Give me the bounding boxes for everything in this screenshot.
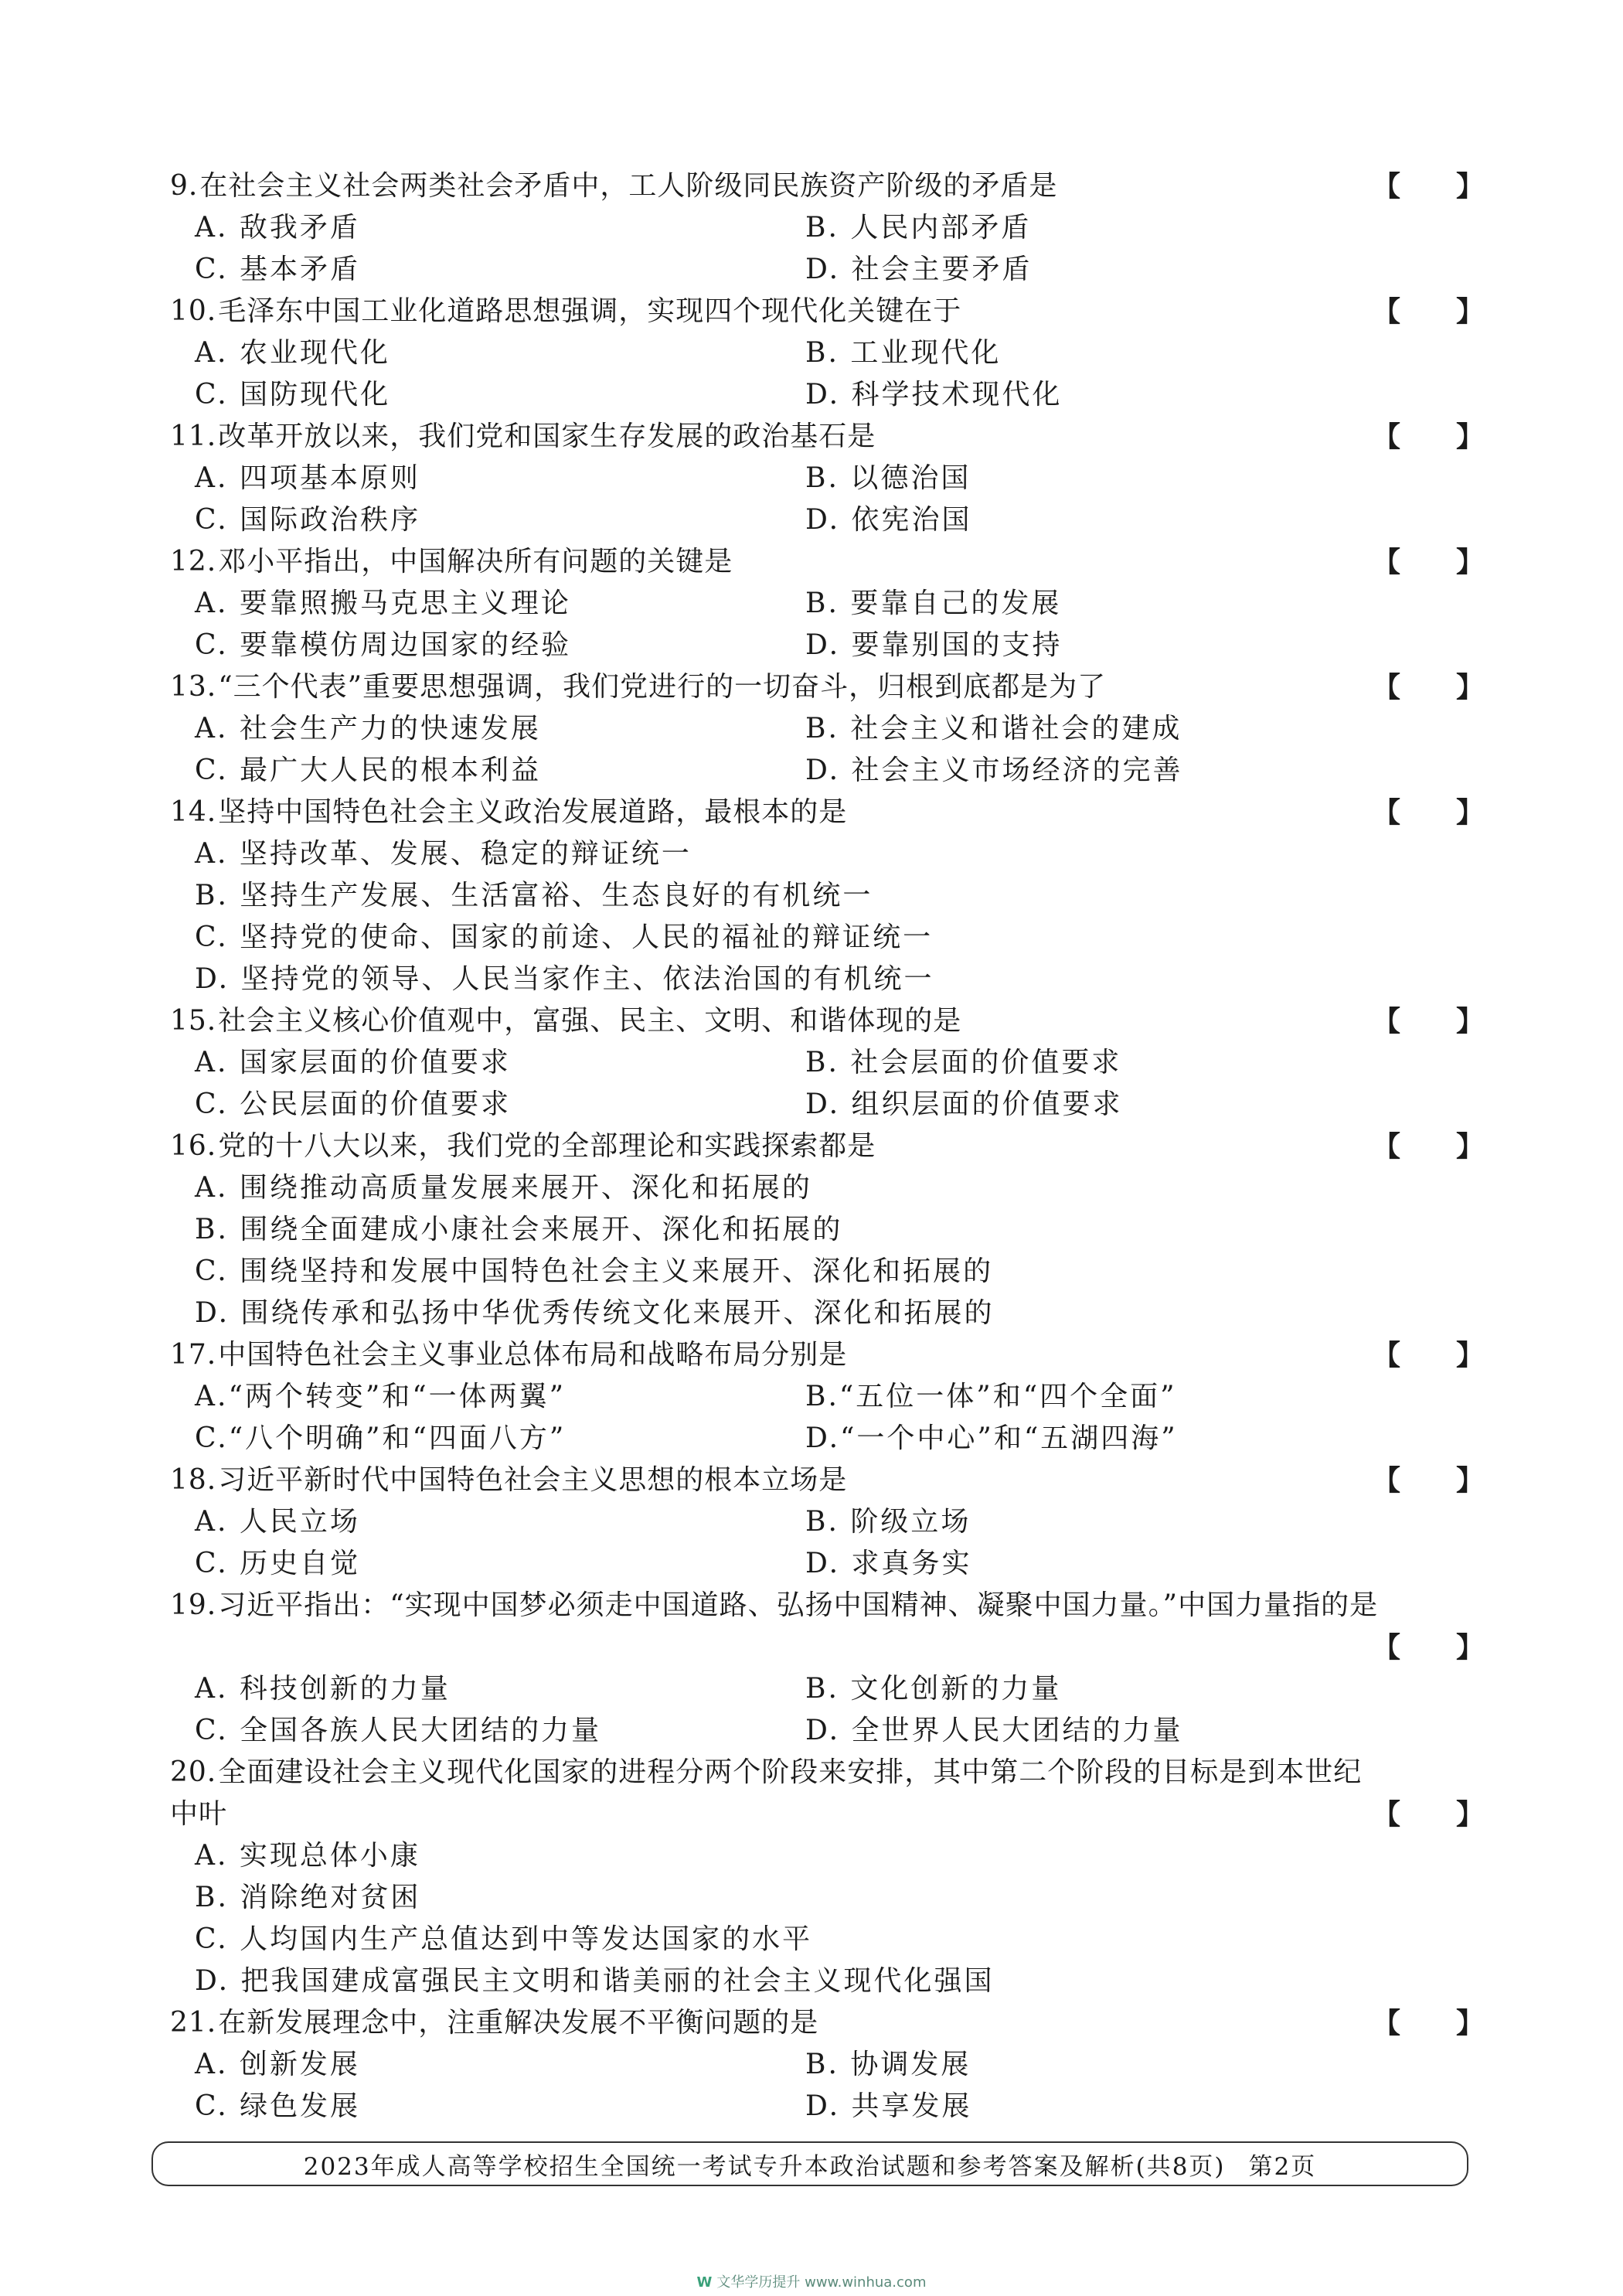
question-text: 在社会主义社会两类社会矛盾中，工人阶级同民族资产阶级的矛盾是 [199,170,1058,202]
option-c: C. 围绕坚持和发展中国特色社会主义来展开、深化和拓展的 [195,1255,994,1287]
question-text: 习近平新时代中国特色社会主义思想的根本立场是 [218,1464,848,1496]
question-stem [170,291,1484,332]
option-d: D. 把我国建成富强民主文明和谐美丽的社会主义现代化强国 [195,1965,995,1997]
option-d: D. 坚持党的领导、人民当家作主、依法治国的有机统一 [195,963,934,995]
option-b: B. 围绕全面建成小康社会来展开、深化和拓展的 [195,1214,843,1245]
question-stem [170,416,1484,458]
question-stem [170,1752,1484,1835]
options [170,2044,1484,2127]
option-d: D. 社会主要矛盾 [805,254,1033,285]
question-number: 12. [170,546,217,577]
question-stem [170,666,1484,708]
question-text: 改革开放以来，我们党和国家生存发展的政治基石是 [218,421,876,452]
answer-bracket: 【 】 [1372,1631,1484,1664]
question-text: 中国特色社会主义事业总体布局和战略布局分别是 [218,1339,848,1371]
option-d: D. 要靠别国的支持 [805,629,1063,661]
question-20 [170,1752,1484,2002]
answer-bracket: 【 】 [1372,295,1484,328]
option-b: B. 阶级立场 [805,1506,971,1538]
question-10 [170,291,1484,416]
options [170,833,1484,1000]
question-text: 党的十八大以来，我们党的全部理论和实践探索都是 [218,1130,876,1162]
question-14 [170,792,1484,1000]
option-a: A. 要靠照搬马克思主义理论 [195,588,571,619]
question-9 [170,165,1484,291]
option-a: A. 敌我矛盾 [195,212,360,244]
page-number: 第2页 [1248,2152,1317,2181]
question-stem [170,1126,1484,1167]
question-list [170,165,1484,2127]
option-b: B. 社会主义和谐社会的建成 [805,713,1182,744]
options [170,1835,1484,2002]
question-11 [170,416,1484,541]
option-c: C. 全国各族人民大团结的力量 [195,1715,602,1746]
option-c: C. 绿色发展 [195,2090,361,2122]
answer-bracket: 【 】 [1372,2007,1484,2039]
option-b: B. 文化创新的力量 [805,1673,1062,1705]
option-c: C. 历史自觉 [195,1548,361,1579]
page-footer [151,2141,1468,2186]
question-stem [170,2002,1484,2044]
options [170,1167,1484,1334]
question-19 [170,1585,1484,1752]
question-number: 9. [170,170,199,202]
option-c: C. 基本矛盾 [195,254,361,285]
option-b: B. 协调发展 [805,2049,971,2080]
question-text: 社会主义核心价值观中，富强、民主、文明、和谐体现的是 [218,1005,962,1037]
question-number: 20. [170,1756,217,1788]
option-a: A. 科技创新的力量 [195,1673,451,1705]
options [170,207,1484,291]
option-a: A. 农业现代化 [195,337,390,369]
question-text: “三个代表”重要思想强调，我们党进行的一切奋斗，归根到底都是为了 [218,671,1107,703]
option-a: A.“两个转变”和“一体两翼” [195,1381,567,1412]
question-stem [170,165,1484,207]
option-d: D. 求真务实 [805,1548,972,1579]
option-d: D. 依宪治国 [805,504,972,536]
question-text: 毛泽东中国工业化道路思想强调，实现四个现代化关键在于 [218,295,962,327]
question-number: 15. [170,1005,217,1037]
option-b: B. 以德治国 [805,462,971,494]
question-number: 13. [170,671,217,703]
options [170,708,1484,792]
answer-bracket: 【 】 [1372,1798,1484,1831]
option-c: C.“八个明确”和“四面八方” [195,1422,567,1454]
question-stem [170,1585,1484,1668]
answer-bracket: 【 】 [1372,421,1484,453]
option-b: B. 要靠自己的发展 [805,588,1062,619]
question-18 [170,1460,1484,1585]
question-stem [170,1460,1484,1501]
option-b: B.“五位一体”和“四个全面” [805,1381,1177,1412]
question-17 [170,1334,1484,1460]
options [170,1668,1484,1752]
option-b: B. 坚持生产发展、生活富裕、生态良好的有机统一 [195,880,873,911]
option-a: A. 四项基本原则 [195,462,420,494]
question-number: 18. [170,1464,217,1496]
option-c: C. 国防现代化 [195,379,391,410]
question-stem [170,541,1484,583]
watermark-logo-icon: W [696,2274,713,2291]
watermark [0,2271,1623,2291]
options [170,1501,1484,1585]
answer-bracket: 【 】 [1372,546,1484,578]
question-21 [170,2002,1484,2127]
option-a: A. 创新发展 [195,2049,360,2080]
option-d: D. 围绕传承和弘扬中华优秀传统文化来展开、深化和拓展的 [195,1297,995,1329]
option-b: B. 人民内部矛盾 [805,212,1032,244]
option-c: C. 公民层面的价值要求 [195,1088,512,1120]
option-a: A. 坚持改革、发展、稳定的辩证统一 [195,838,692,870]
option-d: D. 社会主义市场经济的完善 [805,755,1183,786]
options [170,583,1484,666]
question-text: 全面建设社会主义现代化国家的进程分两个阶段来安排，其中第二个阶段的目标是到本世纪 [218,1756,1363,1788]
answer-bracket: 【 】 [1372,1005,1484,1037]
question-number: 10. [170,295,217,327]
question-text: 在新发展理念中，注重解决发展不平衡问题的是 [218,2007,819,2039]
question-number: 16. [170,1130,217,1162]
option-c: C. 国际政治秩序 [195,504,421,536]
option-a: A. 社会生产力的快速发展 [195,713,541,744]
option-b: B. 社会层面的价值要求 [805,1047,1122,1078]
answer-bracket: 【 】 [1372,796,1484,829]
question-text: 坚持中国特色社会主义政治发展道路，最根本的是 [218,796,848,828]
option-d: D.“一个中心”和“五湖四海” [805,1422,1178,1454]
question-number: 17. [170,1339,217,1371]
question-stem [170,792,1484,833]
question-16 [170,1126,1484,1334]
option-a: A. 国家层面的价值要求 [195,1047,511,1078]
option-b: B. 消除绝对贫困 [195,1882,421,1913]
answer-bracket: 【 】 [1372,1464,1484,1497]
answer-bracket: 【 】 [1372,671,1484,703]
answer-bracket: 【 】 [1372,170,1484,203]
option-c: C. 人均国内生产总值达到中等发达国家的水平 [195,1923,813,1955]
watermark-text: 文华学历提升 www.winhua.com [716,2274,927,2291]
question-text: 习近平指出：“实现中国梦必须走中国道路、弘扬中国精神、凝聚中国力量。”中国力量指的是 [218,1589,1379,1621]
option-d: D. 共享发展 [805,2090,972,2122]
option-c: C. 坚持党的使命、国家的前途、人民的福祉的辩证统一 [195,921,934,953]
answer-bracket: 【 】 [1372,1339,1484,1371]
option-d: D. 全世界人民大团结的力量 [805,1715,1183,1746]
option-a: A. 人民立场 [195,1506,360,1538]
question-number: 11. [170,421,217,452]
option-c: C. 要靠模仿周边国家的经验 [195,629,572,661]
question-stem [170,1000,1484,1042]
option-c: C. 最广大人民的根本利益 [195,755,542,786]
question-15 [170,1000,1484,1126]
option-d: D. 组织层面的价值要求 [805,1088,1123,1120]
options [170,1042,1484,1126]
question-text: 邓小平指出，中国解决所有问题的关键是 [218,546,733,577]
question-12 [170,541,1484,666]
answer-bracket: 【 】 [1372,1130,1484,1163]
options [170,1376,1484,1460]
footer-title: 2023年成人高等学校招生全国统一考试专升本政治试题和参考答案及解析(共8页) [303,2152,1226,2181]
question-stem [170,1334,1484,1376]
question-number: 21. [170,2007,217,2039]
option-d: D. 科学技术现代化 [805,379,1063,410]
question-text-continued: 中叶 [170,1798,228,1830]
options [170,332,1484,416]
option-a: A. 围绕推动高质量发展来展开、深化和拓展的 [195,1172,812,1204]
option-a: A. 实现总体小康 [195,1840,420,1872]
question-number: 19. [170,1589,217,1621]
question-13 [170,666,1484,792]
question-number: 14. [170,796,217,828]
option-b: B. 工业现代化 [805,337,1002,369]
options [170,458,1484,541]
